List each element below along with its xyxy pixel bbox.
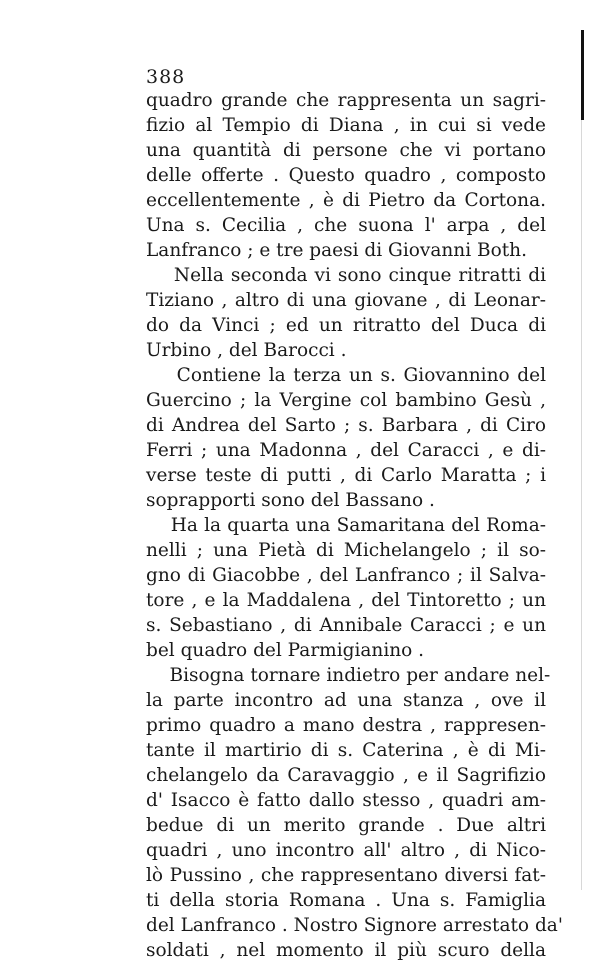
text-line: eccellentemente , è di Pietro da Cortona. — [146, 190, 546, 211]
text-line: fizio al Tempio di Diana , in cui si vede — [146, 115, 546, 136]
text-line: Tiziano , altro di una giovane , di Leonar- — [146, 290, 546, 311]
text-line: verse teste di putti , di Carlo Maratta ; i — [146, 465, 546, 486]
page-number: 388 — [146, 66, 186, 88]
text-line: do da Vinci ; ed un ritratto del Duca di — [146, 315, 546, 336]
text-line: Una s. Cecilia , che suona l' arpa , del — [146, 215, 546, 236]
text-line: bedue di un merito grande . Due altri — [146, 815, 546, 836]
text-line: Urbino , del Barocci . — [146, 340, 347, 361]
text-line: Nella seconda vi sono cinque ritratti di — [146, 265, 546, 286]
text-line: la parte incontro ad una stanza , ove il — [146, 690, 546, 711]
text-line: tante il martirio di s. Caterina , è di Mi- — [146, 740, 546, 761]
page-edge-shadow — [581, 30, 584, 120]
text-line: Guercino ; la Vergine col bambino Gesù , — [146, 390, 546, 411]
text-line: Ferri ; una Madonna , del Caracci , e di- — [146, 440, 546, 461]
text-line: lò Pussino , che rappresentano diversi fat- — [146, 865, 546, 886]
body-text — [146, 88, 563, 963]
text-line: delle offerte . Questo quadro , composto — [146, 165, 546, 186]
text-line: Bisogna tornare indietro per andare nel- — [146, 665, 551, 686]
text-line: nelli ; una Pietà di Michelangelo ; il so- — [146, 540, 546, 561]
text-line: del Lanfranco . Nostro Signore arrestato da' — [146, 915, 563, 936]
text-line: gno di Giacobbe , del Lanfranco ; il Salva- — [146, 565, 546, 586]
text-line: quadro grande che rappresenta un sagri- — [146, 90, 546, 111]
text-line: soprapporti sono del Bassano . — [146, 490, 435, 511]
text-line: una quantità di persone che vi portano — [146, 140, 546, 161]
page-edge-line — [581, 120, 582, 890]
text-line: Ha la quarta una Samaritana del Roma- — [146, 515, 546, 536]
text-line: Lanfranco ; e tre paesi di Giovanni Both. — [146, 240, 527, 261]
text-line: primo quadro a mano destra , rappresen- — [146, 715, 546, 736]
text-line: di Andrea del Sarto ; s. Barbara , di Ciro — [146, 415, 546, 436]
text-line: s. Sebastiano , di Annibale Caracci ; e un — [146, 615, 546, 636]
text-line: quadri , uno incontro all' altro , di Nico- — [146, 840, 546, 861]
text-line: Contiene la terza un s. Giovannino del — [146, 365, 546, 386]
text-line: bel quadro del Parmigianino . — [146, 640, 425, 661]
text-line: tore , e la Maddalena , del Tintoretto ; un — [146, 590, 546, 611]
text-line: d' Isacco è fatto dallo stesso , quadri am- — [146, 790, 546, 811]
text-line: chelangelo da Caravaggio , e il Sagrifizio — [146, 765, 546, 786]
text-line: soldati , nel momento il più scuro della — [146, 940, 546, 961]
text-line: ti della storia Romana . Una s. Famiglia — [146, 890, 546, 911]
